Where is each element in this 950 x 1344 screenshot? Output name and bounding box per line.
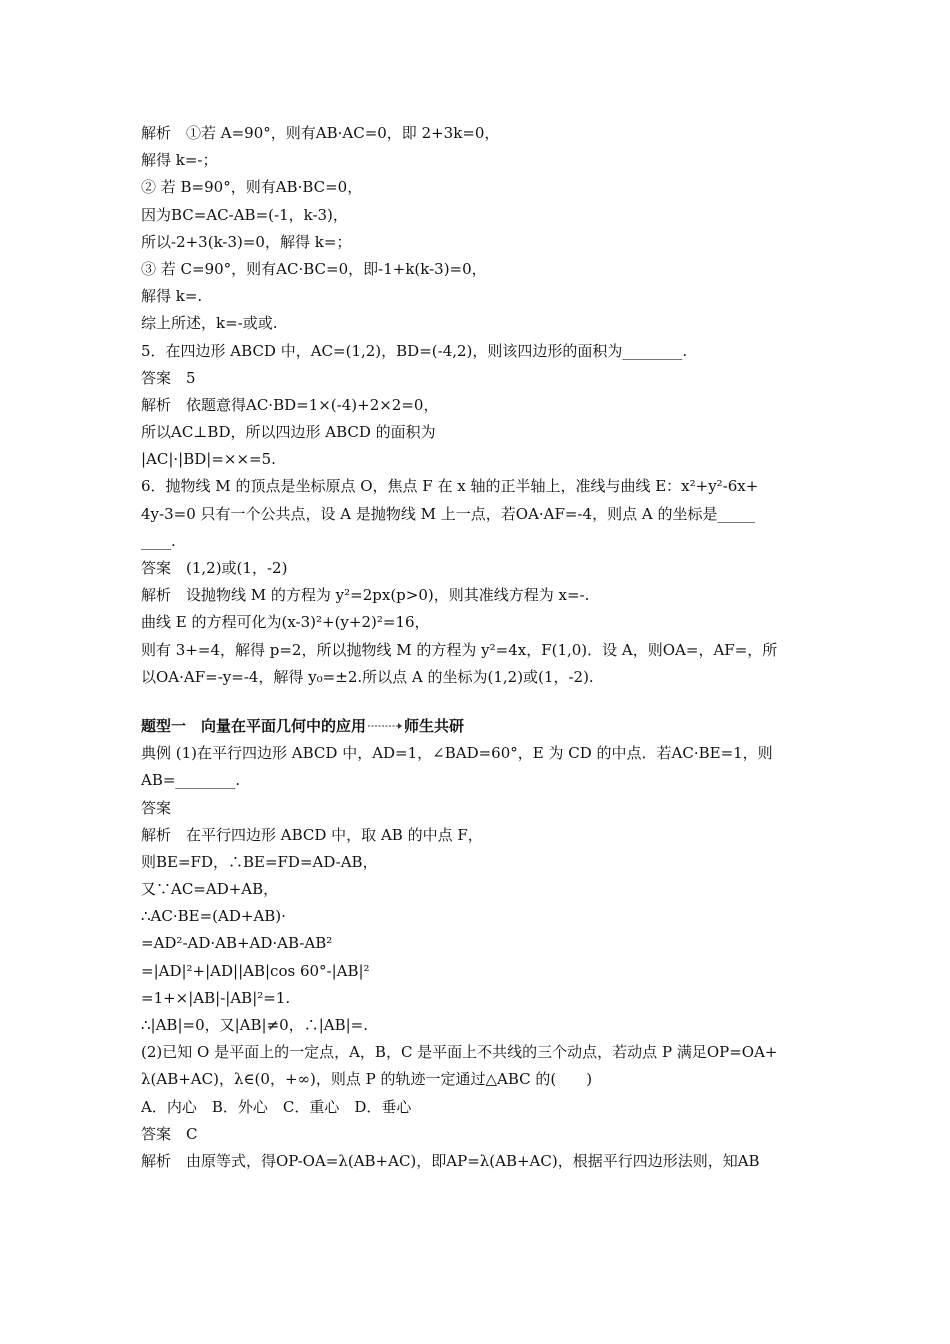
answer-5: 答案 5 [141,368,196,387]
text-line: 解得 k=. [141,287,203,306]
text-line: ② 若 B=90°，则有AB·BC=0， [141,178,363,197]
text-line: |AC|·|BD|=××=5. [141,450,276,469]
answer-6: 答案 (1,2)或(1，-2) [141,559,288,577]
question-6: 6．抛物线 M 的顶点是坐标原点 O，焦点 F 在 x 轴的正半轴上，准线与曲线 E：x²+y²-6x+ [141,477,759,496]
example-2: (2)已知 O 是平面上的一定点，A，B，C 是平面上不共线的三个动点，若动点 P 满足OP=OA+ [141,1043,778,1062]
example-1-cont: AB=________. [141,771,241,790]
text-line: =AD²-AD·AB+AD·AB-AB² [141,934,333,953]
text-line: 解得 k=-； [141,151,218,170]
text-line: 解析 由原等式，得OP-OA=λ(AB+AC)，即AP=λ(AB+AC)，根据平行四边形法则，知AB [141,1151,760,1170]
answer-label: 答案 [141,798,172,817]
question-6-cont: 4y-3=0 只有一个公共点，设 A 是抛物线 M 上一点，若OA·AF=-4，则点 A 的坐标是_____ [141,504,755,523]
text-line: 又∵AC=AD+AB， [141,880,279,899]
text-line: ∴AC·BE=(AD+AB)· [141,907,286,926]
section-tag: 师生共研 [404,716,465,735]
text-line: 解析 设抛物线 M 的方程为 y²=2px(p>0)，则其准线方程为 x=-. [141,586,590,605]
options: A．内心 B．外心 C．重心 D．垂心 [141,1097,412,1116]
question-5: 5．在四边形 ABCD 中，AC=(1,2)，BD=(-4,2)，则该四边形的面积为________. [141,341,688,360]
example-2-cont: λ(AB+AC)，λ∈(0，+∞)，则点 P 的轨迹一定通过△ABC 的( ) [141,1070,593,1089]
text-line: 解析 ①若 A=90°，则有AB·AC=0，即 2+3k=0， [141,124,500,142]
text-line: =|AD|²+|AD||AB|cos 60°-|AB|² [141,961,370,980]
text-line: 则BE=FD，∴BE=FD=AD-AB， [141,852,378,871]
question-6-cont: ____. [141,531,176,550]
text-line: 所以AC⊥BD，所以四边形 ABCD 的面积为 [141,423,436,442]
text-line: 则有 3+=4，解得 p=2，所以抛物线 M 的方程为 y²=4x，F(1,0)．设 A，则OA=，AF=，所 [141,640,778,659]
text-line: 因为BC=AC-AB=(-1，k-3)， [141,205,348,224]
document-page [141,120,813,1175]
text-line: 综上所述，k=-或或. [141,314,278,333]
text-line: 以OA·AF=-y=-4，解得 y₀=±2.所以点 A 的坐标为(1,2)或(1，-2). [141,667,594,686]
arrow-icon [368,721,402,731]
text-line: =1+×|AB|-|AB|²=1. [141,988,291,1007]
text-line: 曲线 E 的方程可化为(x-3)²+(y+2)²=16， [141,613,430,632]
section-title: 题型一 向量在平面几何中的应用 [141,716,367,735]
section-gap [141,691,813,713]
text-line: 解析 依题意得AC·BD=1×(-4)+2×2=0， [141,395,439,414]
text-line: ∴|AB|=0，又|AB|≠0，∴|AB|=. [141,1016,368,1034]
text-line: 解析 在平行四边形 ABCD 中，取 AB 的中点 F， [141,825,483,844]
answer-2: 答案 C [141,1124,198,1143]
text-line: 所以-2+3(k-3)=0，解得 k=； [141,232,352,251]
section-heading [141,713,813,740]
text-line: ③ 若 C=90°，则有AC·BC=0，即-1+k(k-3)=0， [141,259,487,278]
example-1: 典例 (1)在平行四边形 ABCD 中，AD=1，∠BAD=60°，E 为 CD 的中点．若AC·BE=1，则 [141,744,773,763]
